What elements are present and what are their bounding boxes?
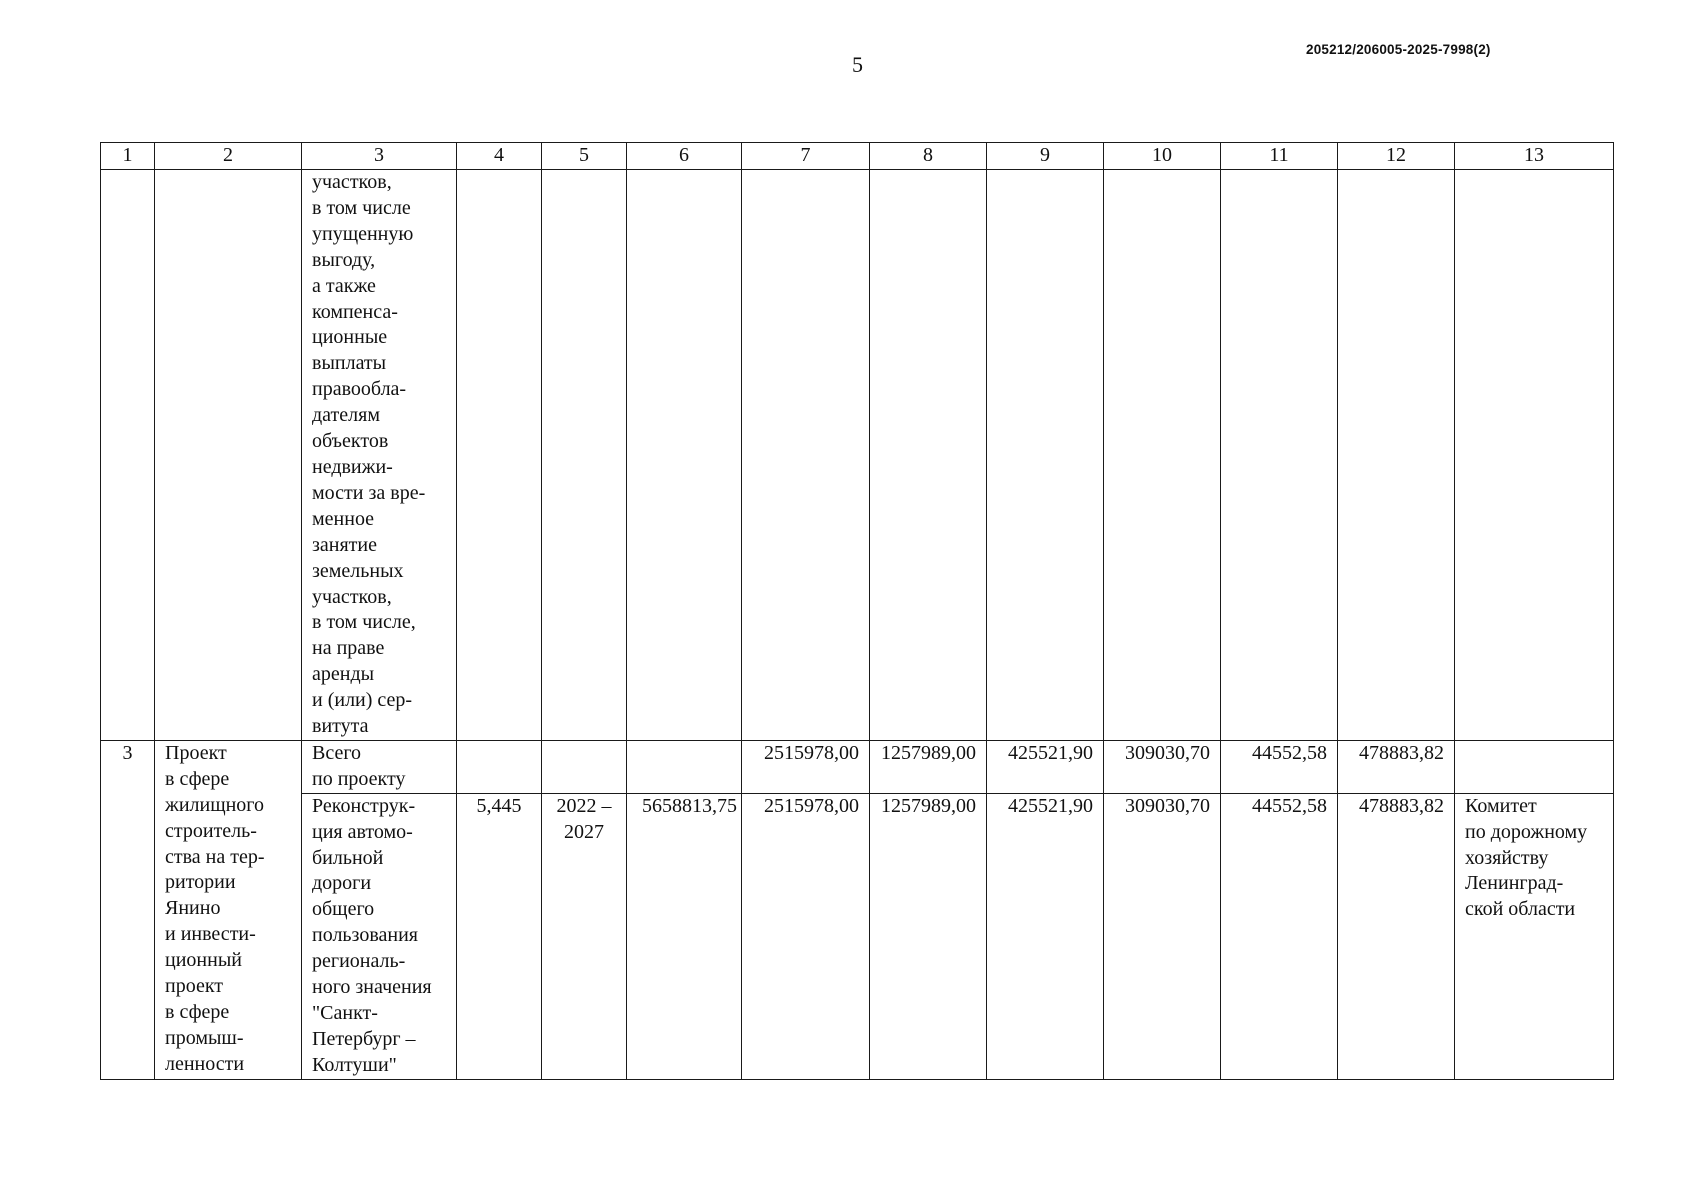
detail-col7: 2515978,00 — [742, 793, 870, 1079]
total-label-cell — [302, 740, 457, 793]
column-number: 4 — [457, 143, 542, 170]
project-detail-row — [101, 793, 1614, 1079]
detail-col12: 478883,82 — [1338, 793, 1455, 1079]
program-table — [100, 142, 1614, 1080]
total-col8: 1257989,00 — [870, 740, 987, 793]
cell — [627, 740, 742, 793]
detail-col5: 2022 – 2027 — [556, 794, 612, 843]
cell — [542, 740, 627, 793]
cell — [1338, 170, 1455, 741]
responsible-executor-cell — [1455, 793, 1614, 1079]
cell — [542, 170, 627, 741]
project-name: Проект в сфере жилищного строитель- ства на тер- ритории Янино и инвести- ционный проект в сфере промыш- ленности — [165, 741, 265, 1075]
column-number: 6 — [627, 143, 742, 170]
column-number: 1 — [101, 143, 155, 170]
total-col7: 2515978,00 — [742, 740, 870, 793]
responsible-executor: Комитет по дорожному хозяйству Ленинград- ской области — [1465, 794, 1588, 921]
column-number: 8 — [870, 143, 987, 170]
column-number: 3 — [302, 143, 457, 170]
cell — [457, 170, 542, 741]
detail-col10: 309030,70 — [1104, 793, 1221, 1079]
continued-text: участков, в том числе упущенную выгоду, а также компенса- ционные выплаты правообла- дателям объектов недвижи- мости за вре- менное занятие земельных участков, в том числе, на праве аренды и (или) сер- витута — [312, 171, 426, 738]
cell — [457, 740, 542, 793]
cell — [870, 170, 987, 741]
project-total-row — [101, 740, 1614, 793]
column-number: 10 — [1104, 143, 1221, 170]
column-number: 12 — [1338, 143, 1455, 170]
detail-col9: 425521,90 — [987, 793, 1104, 1079]
project-number: 3 — [101, 740, 155, 1079]
detail-label: Реконструк- ция автомо- бильной дороги общего пользования региональ- ного значения "Санкт- Петербург – Колтуши" — [312, 794, 432, 1076]
column-number: 7 — [742, 143, 870, 170]
cell — [627, 170, 742, 741]
column-number-row — [101, 143, 1614, 170]
detail-label-cell — [302, 793, 457, 1079]
total-col12: 478883,82 — [1338, 740, 1455, 793]
continuation-row — [101, 170, 1614, 741]
cell — [987, 170, 1104, 741]
cell — [1455, 170, 1614, 741]
column-number: 13 — [1455, 143, 1614, 170]
continued-text-cell — [302, 170, 457, 741]
column-number: 5 — [542, 143, 627, 170]
total-col11: 44552,58 — [1221, 740, 1338, 793]
column-number: 2 — [155, 143, 302, 170]
column-number: 9 — [987, 143, 1104, 170]
cell — [1221, 170, 1338, 741]
detail-col5-cell — [542, 793, 627, 1079]
cell — [1455, 740, 1614, 793]
cell — [101, 170, 155, 741]
detail-col11: 44552,58 — [1221, 793, 1338, 1079]
column-number: 11 — [1221, 143, 1338, 170]
project-name-cell — [155, 740, 302, 1079]
cell — [742, 170, 870, 741]
detail-col6: 5658813,75 — [627, 793, 742, 1079]
total-label: Всего по проекту — [312, 741, 406, 790]
cell — [1104, 170, 1221, 741]
detail-col4: 5,445 — [457, 793, 542, 1079]
detail-col8: 1257989,00 — [870, 793, 987, 1079]
total-col10: 309030,70 — [1104, 740, 1221, 793]
cell — [155, 170, 302, 741]
total-col9: 425521,90 — [987, 740, 1104, 793]
document-code: 205212/206005-2025-7998(2) — [1306, 42, 1491, 57]
page-number: 5 — [852, 52, 863, 77]
